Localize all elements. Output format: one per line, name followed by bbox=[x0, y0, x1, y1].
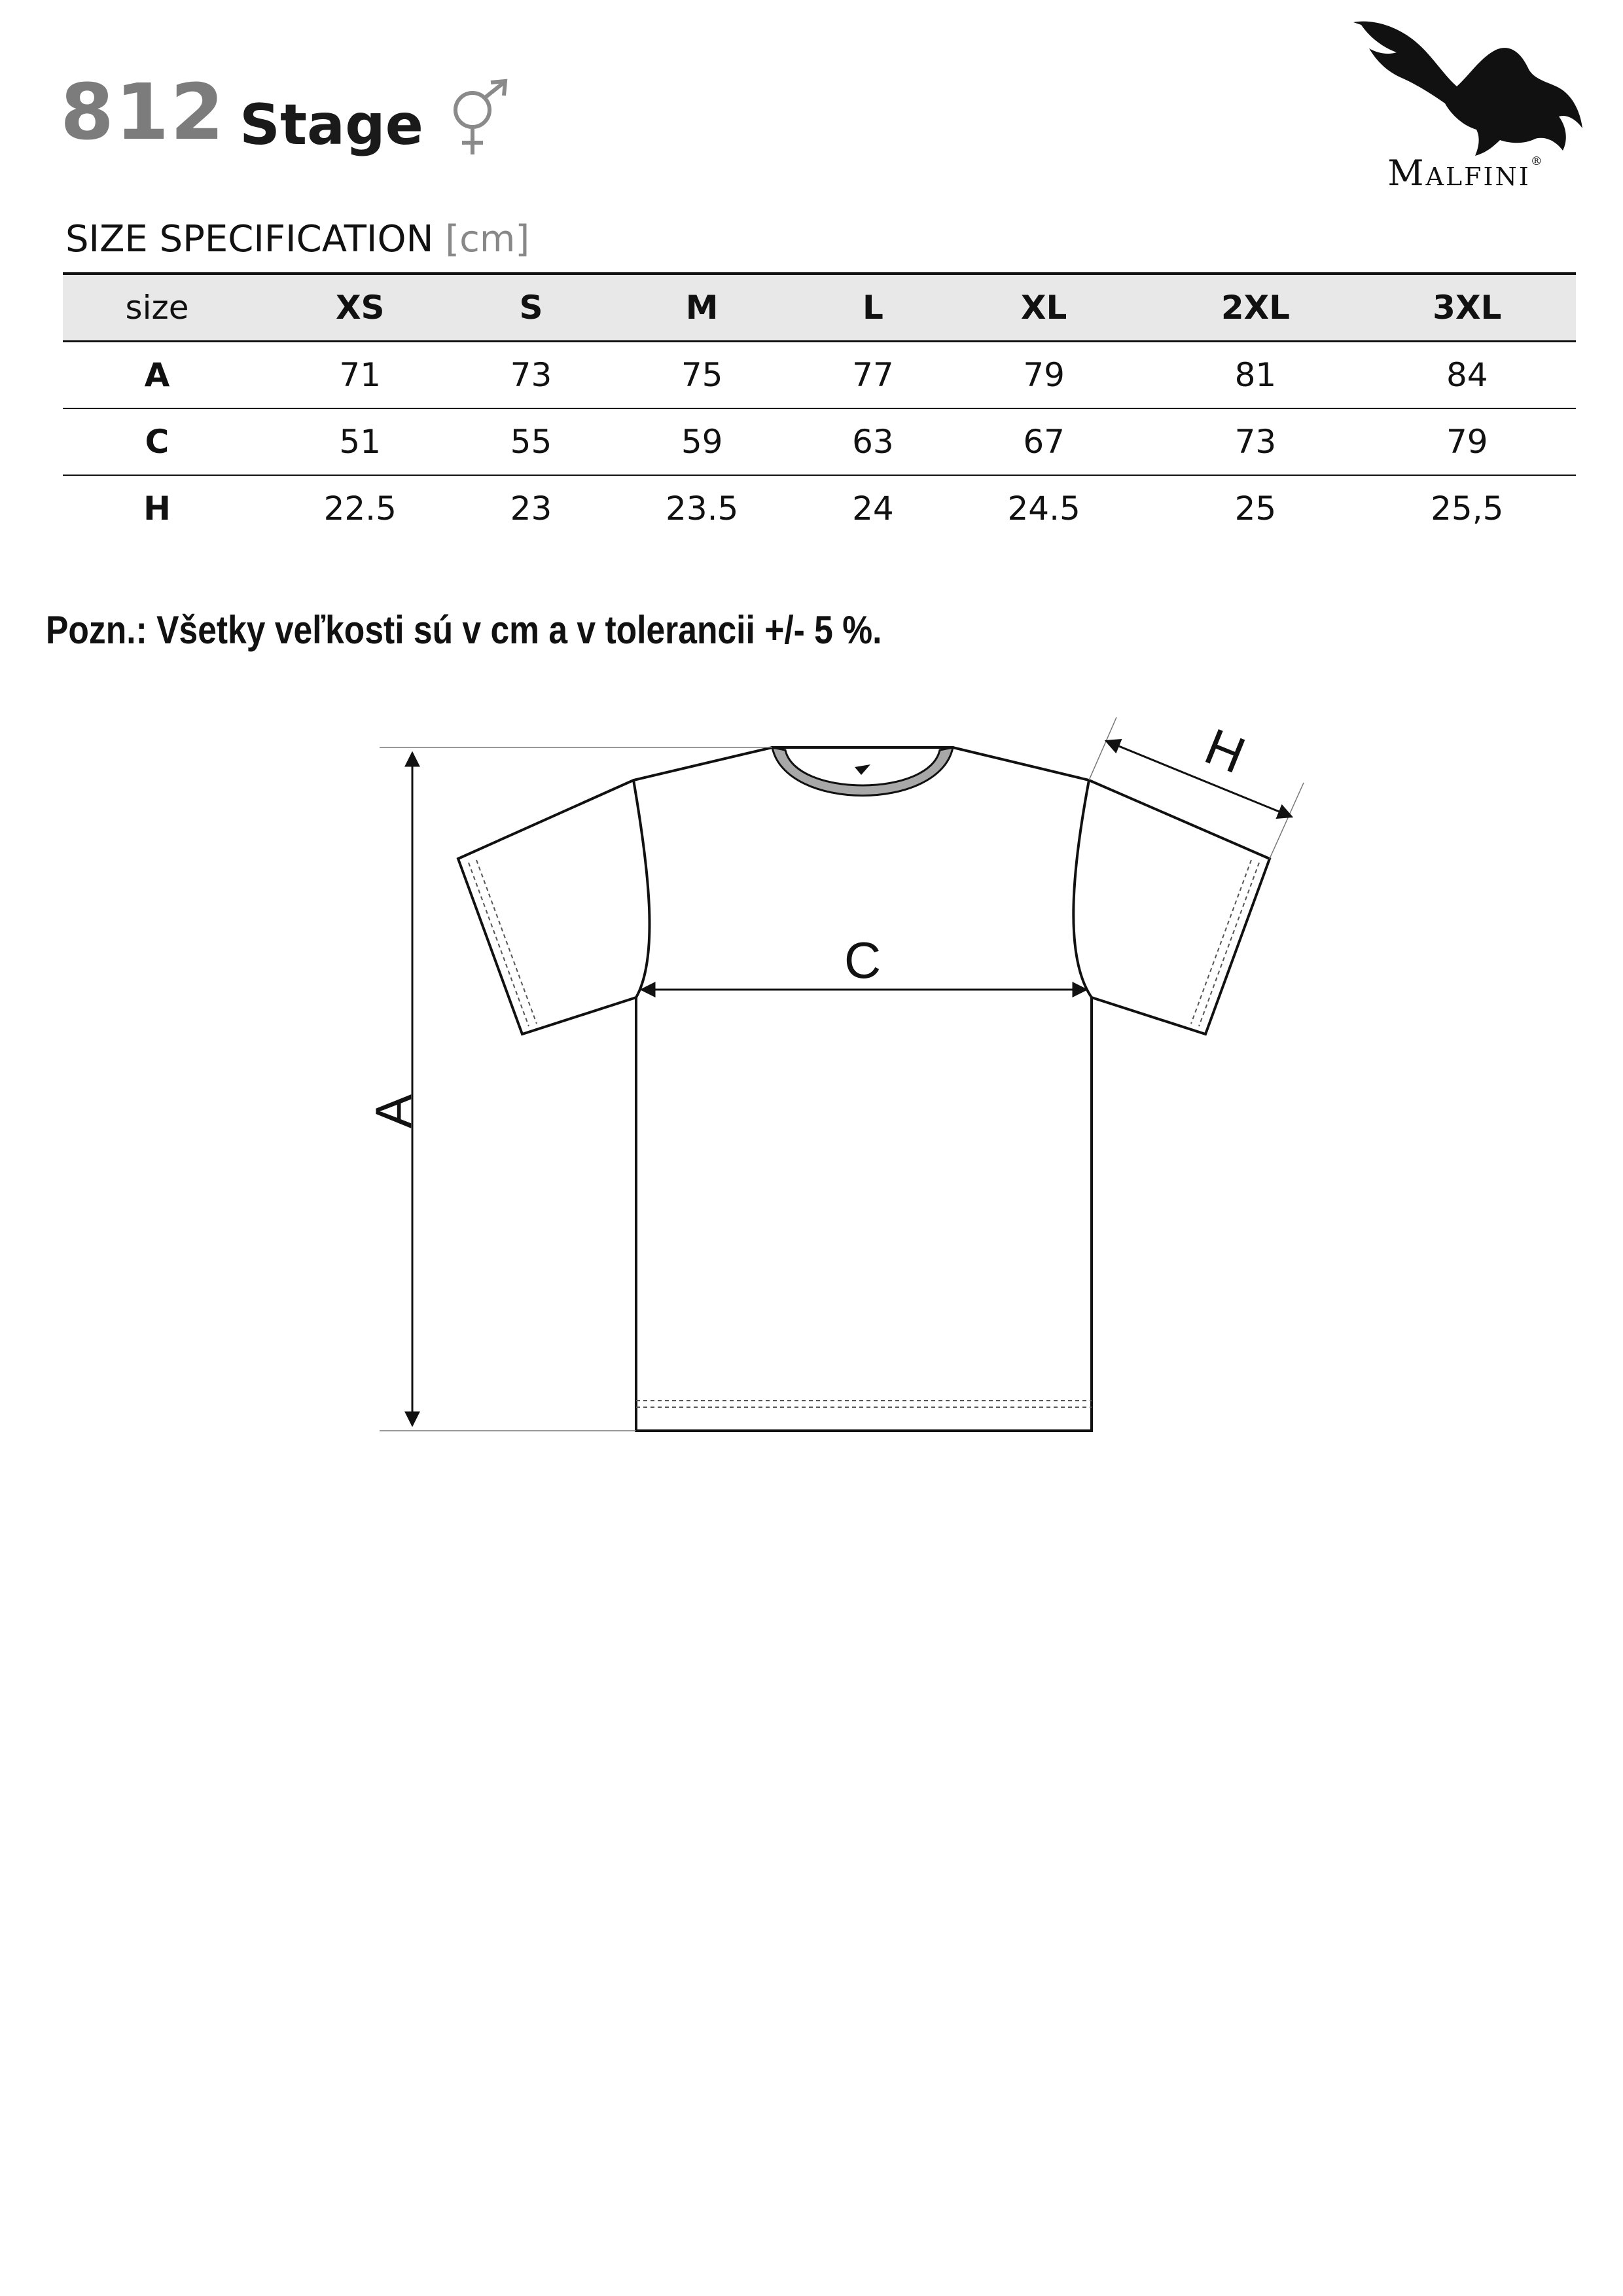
section-title-text: SIZE SPECIFICATION bbox=[65, 218, 434, 260]
dimension-h-label: H bbox=[1197, 717, 1253, 785]
product-code: 812 bbox=[60, 67, 226, 157]
table-cell: 22.5 bbox=[323, 490, 397, 528]
tolerance-note: Pozn.: Všetky veľkosti sú v cm a v tolerancii +/- 5 %. bbox=[46, 608, 882, 652]
table-cell: 25 bbox=[1234, 490, 1277, 528]
product-name: Stage bbox=[240, 92, 423, 158]
table-cell: 51 bbox=[251, 408, 469, 475]
brand-logo-text: Malfini® bbox=[1387, 152, 1544, 194]
table-cell: 24.5 bbox=[1007, 490, 1080, 528]
table-cell: 79 bbox=[1359, 408, 1576, 475]
section-title-unit: [cm] bbox=[445, 218, 530, 260]
table-cell: 71 bbox=[251, 342, 469, 409]
table-cell: 25,5 bbox=[1431, 490, 1504, 528]
table-cell: 23.5 bbox=[666, 490, 739, 528]
size-header-cell: L bbox=[811, 274, 935, 342]
row-label-cell: C bbox=[63, 408, 251, 475]
table-cell: 24 bbox=[852, 490, 894, 528]
tshirt-outline bbox=[458, 747, 1270, 1431]
table-cell: 77 bbox=[811, 342, 935, 409]
table-cell: 79 bbox=[935, 342, 1152, 409]
size-header-cell: 3XL bbox=[1359, 274, 1576, 342]
size-header-cell: M bbox=[593, 274, 810, 342]
registered-mark: ® bbox=[1530, 154, 1544, 168]
size-header-cell: 2XL bbox=[1152, 274, 1358, 342]
size-header-cell: XS bbox=[251, 274, 469, 342]
row-label-cell: A bbox=[63, 342, 251, 409]
table-cell: 73 bbox=[1152, 408, 1358, 475]
size-header-cell: S bbox=[469, 274, 593, 342]
dimension-c-label: C bbox=[844, 931, 882, 989]
row-label-cell: H bbox=[143, 490, 171, 528]
header-label-cell: size bbox=[63, 274, 251, 342]
table-cell: 75 bbox=[593, 342, 810, 409]
table-cell: 23 bbox=[510, 490, 552, 528]
size-header-cell: XL bbox=[935, 274, 1152, 342]
table-cell: 67 bbox=[935, 408, 1152, 475]
dimension-a-label: A bbox=[365, 1094, 422, 1129]
table-cell: 73 bbox=[469, 342, 593, 409]
table-cell: 81 bbox=[1152, 342, 1358, 409]
table-cell: 59 bbox=[593, 408, 810, 475]
table-cell: 55 bbox=[469, 408, 593, 475]
table-cell: 84 bbox=[1359, 342, 1576, 409]
table-cell: 63 bbox=[811, 408, 935, 475]
